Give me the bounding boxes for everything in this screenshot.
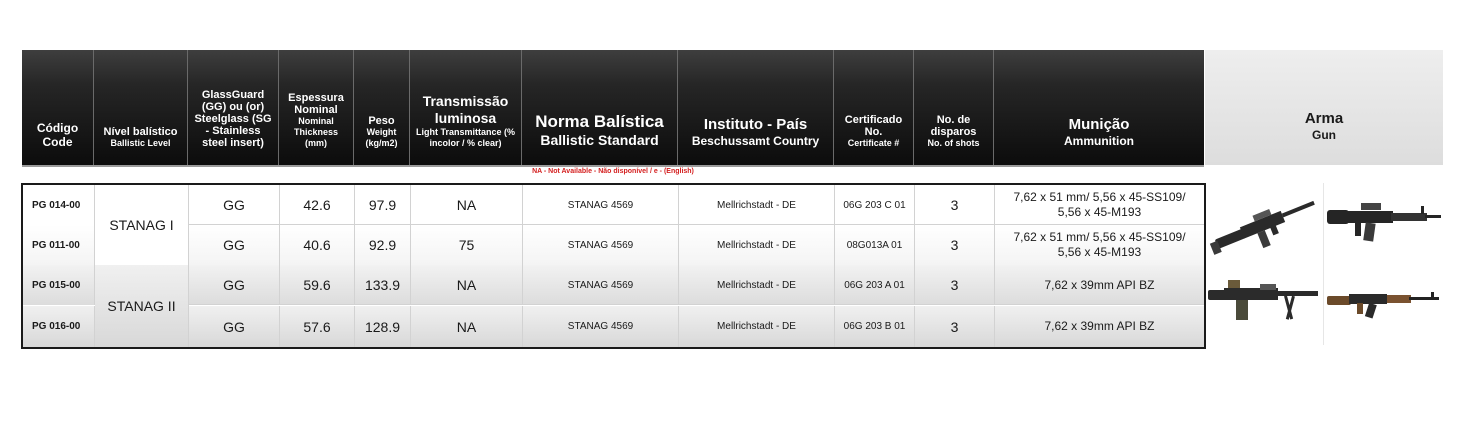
header-level bbox=[94, 50, 188, 165]
cell-glass: GG bbox=[189, 265, 280, 305]
cell-transmission: NA bbox=[411, 265, 523, 305]
header-institute-pt: Instituto - País bbox=[703, 116, 808, 133]
cell-shots: 3 bbox=[915, 306, 995, 347]
level-stanag-1: STANAG I bbox=[95, 185, 189, 265]
cell-code: PG 014-00 bbox=[23, 185, 95, 225]
cell-ammo bbox=[995, 265, 1204, 305]
header-glass-text: GlassGuard (GG) ou (or) Steelglass (SG - Stainless steel insert) bbox=[194, 89, 272, 149]
table-row bbox=[23, 265, 1204, 305]
header-thickness-en: Nominal Thickness (mm) bbox=[293, 116, 339, 148]
cell-ammo bbox=[995, 306, 1204, 347]
cell-thickness: 42.6 bbox=[280, 185, 355, 225]
header-shots bbox=[914, 50, 994, 165]
header-weight-pt: Peso bbox=[368, 115, 395, 127]
header-level-en: Ballistic Level bbox=[110, 138, 171, 148]
cell-weight: 92.9 bbox=[355, 225, 411, 265]
ammo-line-1: 7,62 x 51 mm/ 5,56 x 45-SS109/ bbox=[1013, 190, 1186, 204]
header-glass bbox=[188, 50, 279, 165]
header-ammo-pt: Munição bbox=[1068, 116, 1130, 133]
header-institute-en: Beschussamt Country bbox=[691, 134, 820, 148]
cell-thickness: 57.6 bbox=[280, 306, 355, 347]
header-code-pt: Código bbox=[36, 121, 79, 135]
header-shots-en: No. of shots bbox=[927, 138, 980, 148]
ammo-line-2: 5,56 x 45-M193 bbox=[1057, 245, 1142, 259]
header-standard-en: Ballistic Standard bbox=[540, 132, 659, 148]
table-row bbox=[23, 225, 1204, 265]
ammo-line-1: 7,62 x 39mm API BZ bbox=[1044, 319, 1155, 333]
cell-standard: STANAG 4569 bbox=[523, 306, 679, 347]
ammo-line-1: 7,62 x 51 mm/ 5,56 x 45-SS109/ bbox=[1013, 230, 1186, 244]
header-transmission bbox=[410, 50, 522, 165]
header-gun bbox=[1205, 50, 1443, 165]
cell-ammo bbox=[995, 185, 1204, 225]
cell-weight: 128.9 bbox=[355, 306, 411, 347]
table-row bbox=[23, 306, 1204, 347]
cell-shots: 3 bbox=[915, 185, 995, 225]
cell-transmission: NA bbox=[411, 185, 523, 225]
header-ammo-en: Ammunition bbox=[1064, 134, 1134, 148]
cell-certificate: 06G 203 C 01 bbox=[835, 185, 915, 225]
cell-weight: 97.9 bbox=[355, 185, 411, 225]
availability-note: NA - Not Available - Não disponível / e - (English) bbox=[532, 168, 694, 175]
header-certificate bbox=[834, 50, 914, 165]
ammo-line-1: 7,62 x 39mm API BZ bbox=[1044, 277, 1155, 292]
assault-rifle-icon bbox=[1206, 190, 1322, 256]
header-weight bbox=[354, 50, 410, 165]
table-body bbox=[21, 183, 1206, 349]
ak-rifle-icon bbox=[1325, 282, 1443, 322]
cell-institute: Mellrichstadt - DE bbox=[679, 225, 835, 265]
header-institute bbox=[678, 50, 834, 165]
header-standard bbox=[522, 50, 678, 165]
cell-transmission: 75 bbox=[411, 225, 523, 265]
header-transmission-en: Light Transmittance (% incolor / % clear) bbox=[416, 127, 516, 148]
header-thickness-pt: Espessura Nominal bbox=[288, 92, 344, 116]
machine-gun-icon bbox=[1206, 276, 1322, 326]
header-level-pt: Nível balístico bbox=[103, 126, 178, 138]
cell-certificate: 06G 203 B 01 bbox=[835, 306, 915, 347]
header-gun-en: Gun bbox=[1312, 128, 1336, 142]
cell-glass: GG bbox=[189, 306, 280, 347]
cell-code: PG 016-00 bbox=[23, 306, 95, 347]
cell-glass: GG bbox=[189, 225, 280, 265]
cell-thickness: 59.6 bbox=[280, 265, 355, 305]
header-transmission-pt: Transmissão luminosa bbox=[422, 93, 509, 126]
cell-standard: STANAG 4569 bbox=[523, 265, 679, 305]
header-code bbox=[22, 50, 94, 165]
header-gun-pt: Arma bbox=[1304, 110, 1344, 127]
header-certificate-pt: Certificado No. bbox=[844, 114, 903, 138]
row-separator bbox=[95, 304, 1204, 305]
cell-weight: 133.9 bbox=[355, 265, 411, 305]
cell-institute: Mellrichstadt - DE bbox=[679, 265, 835, 305]
header-weight-en: Weight (kg/m2) bbox=[365, 127, 398, 148]
header-ammo bbox=[994, 50, 1204, 165]
header-standard-pt: Norma Balística bbox=[535, 112, 664, 131]
header-code-en: Code bbox=[42, 135, 73, 149]
cell-code: PG 011-00 bbox=[23, 225, 95, 265]
cell-certificate: 06G 203 A 01 bbox=[835, 265, 915, 305]
header-certificate-en: Certificate # bbox=[847, 138, 900, 148]
cell-certificate: 08G013A 01 bbox=[835, 225, 915, 265]
cell-ammo bbox=[995, 225, 1204, 265]
cell-institute: Mellrichstadt - DE bbox=[679, 185, 835, 225]
cell-standard: STANAG 4569 bbox=[523, 185, 679, 225]
cell-institute: Mellrichstadt - DE bbox=[679, 306, 835, 347]
ammo-line-2: 5,56 x 45-M193 bbox=[1057, 205, 1142, 219]
table-row bbox=[23, 185, 1204, 225]
cell-code: PG 015-00 bbox=[23, 265, 95, 305]
cell-thickness: 40.6 bbox=[280, 225, 355, 265]
table-header bbox=[22, 50, 1204, 167]
header-thickness bbox=[279, 50, 354, 165]
carbine-icon bbox=[1325, 198, 1443, 246]
gun-divider bbox=[1323, 183, 1324, 345]
cell-shots: 3 bbox=[915, 225, 995, 265]
cell-glass: GG bbox=[189, 185, 280, 225]
cell-transmission: NA bbox=[411, 306, 523, 347]
header-shots-pt: No. de disparos bbox=[930, 114, 977, 138]
cell-shots: 3 bbox=[915, 265, 995, 305]
level-stanag-2: STANAG II bbox=[95, 265, 189, 347]
cell-standard: STANAG 4569 bbox=[523, 225, 679, 265]
